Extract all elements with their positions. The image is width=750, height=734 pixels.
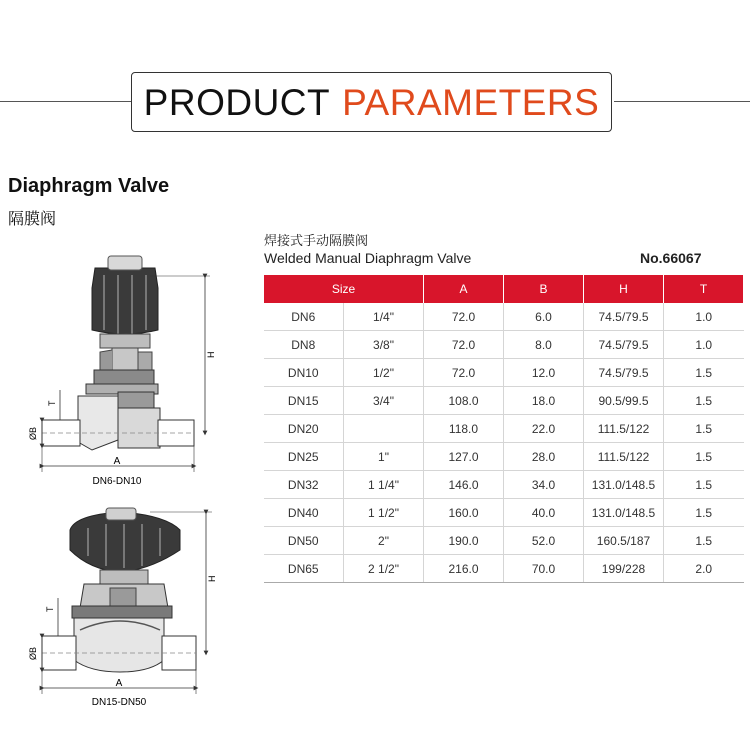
table-cell: 12.0 [504, 359, 584, 387]
dim-b-small: ØB [28, 426, 38, 440]
table-cell: 108.0 [424, 387, 504, 415]
table-row [264, 471, 744, 499]
table-cell: 40.0 [504, 499, 584, 527]
dim-h-small: H [206, 351, 216, 358]
table-cell: 111.5/122 [584, 415, 664, 443]
dim-a-small: A [113, 456, 121, 467]
table-cell: 52.0 [504, 527, 584, 555]
table-cell: 199/228 [584, 555, 664, 583]
table-row [264, 555, 744, 583]
table-cell: DN20 [264, 415, 344, 443]
dim-b-large: ØB [28, 646, 38, 660]
table-cell: DN25 [264, 443, 344, 471]
table-cell: 2 1/2" [344, 555, 424, 583]
table-cell: 1.5 [664, 387, 744, 415]
table-cell: 3/4" [344, 387, 424, 415]
table-cell: 2.0 [664, 555, 744, 583]
table-row [264, 499, 744, 527]
header-t: T [664, 275, 744, 303]
table-cell: 2" [344, 527, 424, 555]
header-b: B [504, 275, 584, 303]
header-a: A [424, 275, 504, 303]
table-cell [344, 415, 424, 443]
drawing-label-large: DN15-DN50 [91, 697, 147, 708]
table-cell: 90.5/99.5 [584, 387, 664, 415]
table-cell: 1/4" [344, 303, 424, 331]
table-header-row [264, 275, 744, 303]
table-cell: 1.5 [664, 471, 744, 499]
banner-word-parameters: PARAMETERS [342, 81, 600, 123]
table-cell: 34.0 [504, 471, 584, 499]
table-cell: DN6 [264, 303, 344, 331]
table-cell: 160.5/187 [584, 527, 664, 555]
table-row [264, 359, 744, 387]
valve-drawings [0, 0, 260, 734]
table-cell: 18.0 [504, 387, 584, 415]
table-row [264, 303, 744, 331]
table-caption-en: Welded Manual Diaphragm Valve [264, 250, 472, 266]
table-cell: 131.0/148.5 [584, 471, 664, 499]
table-row [264, 387, 744, 415]
table-cell: 1.5 [664, 415, 744, 443]
drawing-label-small: DN6-DN10 [92, 476, 142, 487]
table-cell: 70.0 [504, 555, 584, 583]
table-cell: 74.5/79.5 [584, 331, 664, 359]
table-cell: 1/2" [344, 359, 424, 387]
banner-rule-right [614, 101, 750, 102]
table-cell: 146.0 [424, 471, 504, 499]
page-subtitle: 隔膜阀 [8, 211, 57, 228]
table-cell: 127.0 [424, 443, 504, 471]
table-cell: 190.0 [424, 527, 504, 555]
model-number: No.66067 [640, 250, 702, 266]
dim-t-large: T [45, 606, 55, 612]
header-h: H [584, 275, 664, 303]
table-cell: 1.5 [664, 499, 744, 527]
table-cell: DN65 [264, 555, 344, 583]
table-cell: 1.0 [664, 303, 744, 331]
table-cell: 1" [344, 443, 424, 471]
table-caption-cn: 焊接式手动隔膜阀 [264, 233, 369, 248]
table-cell: 111.5/122 [584, 443, 664, 471]
table-cell: 1.0 [664, 331, 744, 359]
table-cell: 72.0 [424, 359, 504, 387]
table-cell: 6.0 [504, 303, 584, 331]
table-cell: 72.0 [424, 331, 504, 359]
table-cell: 28.0 [504, 443, 584, 471]
table-row [264, 415, 744, 443]
table-cell: 216.0 [424, 555, 504, 583]
table-cell: DN8 [264, 331, 344, 359]
table-cell: 118.0 [424, 415, 504, 443]
dim-h-large: H [207, 575, 217, 582]
spec-table [263, 275, 744, 583]
table-cell: 72.0 [424, 303, 504, 331]
valve-drawing-large [28, 508, 217, 708]
table-cell: DN15 [264, 387, 344, 415]
table-cell: 8.0 [504, 331, 584, 359]
table-cell: 1.5 [664, 359, 744, 387]
table-cell: 74.5/79.5 [584, 303, 664, 331]
table-cell: 74.5/79.5 [584, 359, 664, 387]
table-row [264, 443, 744, 471]
table-cell: DN32 [264, 471, 344, 499]
dim-a-large: A [115, 678, 123, 689]
table-cell: DN10 [264, 359, 344, 387]
table-cell: 1 1/2" [344, 499, 424, 527]
table-cell: DN50 [264, 527, 344, 555]
table-cell: 3/8" [344, 331, 424, 359]
table-row [264, 331, 744, 359]
table-row [264, 527, 744, 555]
table-cell: 1.5 [664, 443, 744, 471]
header-size: Size [264, 275, 424, 303]
table-cell: 1.5 [664, 527, 744, 555]
table-cell: 160.0 [424, 499, 504, 527]
table-cell: 131.0/148.5 [584, 499, 664, 527]
banner-word-product: PRODUCT [143, 81, 331, 123]
table-cell: DN40 [264, 499, 344, 527]
table-cell: 22.0 [504, 415, 584, 443]
valve-drawing-small [28, 256, 216, 487]
table-cell: 1 1/4" [344, 471, 424, 499]
dim-t-small: T [47, 400, 57, 406]
page-title: Diaphragm Valve [8, 175, 170, 197]
